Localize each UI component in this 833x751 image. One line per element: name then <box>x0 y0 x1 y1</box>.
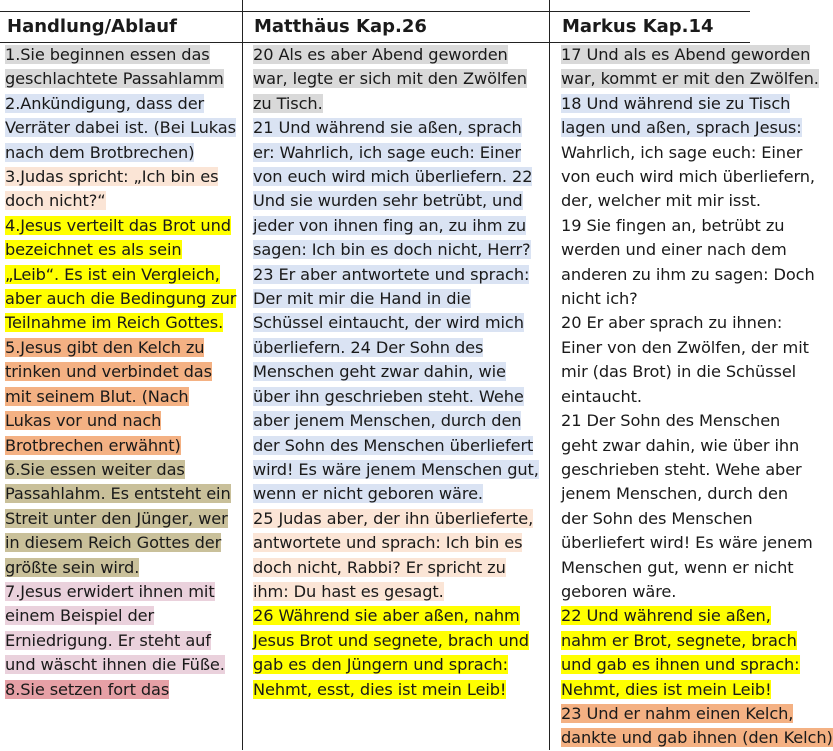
markus-line-text: dankte und gab ihnen (den Kelch) <box>561 728 833 748</box>
markus-line <box>561 726 833 750</box>
markus-line-text: Nehmt, dies ist mein Leib! <box>561 679 772 699</box>
header-matthaeus: Matthäus Kap.26 <box>254 16 427 37</box>
markus-line-text: 20 Er aber sprach zu ihnen: <box>561 313 783 333</box>
matthaeus-entry <box>253 116 545 507</box>
markus-line <box>561 409 781 433</box>
markus-line <box>561 336 809 360</box>
markus-line-text: jenem Menschen, durch den <box>561 484 789 504</box>
handlung-entry <box>5 458 238 580</box>
markus-line-text: Einer von den Zwölfen, der mit <box>561 337 809 357</box>
markus-line <box>561 604 771 628</box>
markus-line <box>561 360 797 384</box>
markus-line-text: nahm er Brot, segnete, brach <box>561 630 797 650</box>
markus-line-text: 23 Und er nahm einen Kelch, <box>561 703 794 723</box>
matthaeus-entry <box>253 507 545 605</box>
matthaeus-entry <box>253 604 545 702</box>
header-markus: Markus Kap.14 <box>562 16 714 37</box>
markus-line-text: und gab es ihnen und sprach: <box>561 655 800 675</box>
markus-line <box>561 458 802 482</box>
markus-line <box>561 702 794 726</box>
markus-line <box>561 580 750 604</box>
matthaeus-entry-text: 25 Judas aber, der ihn überlieferte, antwortete und sprach: Ich bin es doch nicht, Rabbi? Er spricht zu ihm: Du hast es gesagt. <box>253 508 534 601</box>
header-handlung: Handlung/Ablauf <box>7 16 177 37</box>
markus-line <box>561 311 783 335</box>
markus-line <box>561 238 787 262</box>
markus-line <box>561 116 802 140</box>
markus-line-text: 17 Und als es Abend geworden <box>561 45 811 64</box>
handlung-entry <box>5 92 238 165</box>
markus-line-text: geboren wäre. <box>561 581 677 601</box>
markus-line-text: mir (das Brot) in die Schüssel <box>561 362 797 382</box>
markus-line <box>561 92 791 116</box>
markus-line-text: überliefert wird! Es wäre jenem <box>561 533 813 553</box>
markus-line-text: 18 Und während sie zu Tisch <box>561 93 791 113</box>
matthaeus-entry-text: 20 Als es aber Abend geworden war, legte er sich mit den Zwölfen zu Tisch. <box>253 45 527 113</box>
markus-line <box>561 385 750 409</box>
markus-line-text: von euch wird mich überliefern, <box>561 167 815 187</box>
markus-line-text: geschrieben steht. Wehe aber <box>561 459 802 479</box>
markus-line-text: eintaucht. <box>561 386 642 406</box>
markus-line-text: Wahrlich, ich sage euch: Einer <box>561 142 803 162</box>
markus-line-text: 19 Sie fingen an, betrübt zu <box>561 215 785 235</box>
markus-line-text: anderen zu ihm zu sagen: Doch <box>561 264 815 284</box>
column-handlung <box>5 43 238 702</box>
matthaeus-entry <box>253 43 545 116</box>
matthaeus-entry-text: 21 Und während sie aßen, sprach er: Wahrlich, ich sage euch: Einer von euch wird mich überliefern. 22 Und sie wurden sehr betrübt, und jeder von ihnen fing an, zu ihm zu sagen: Ich bin es doch nicht, Herr? 23 Er aber antwortete und sprach: Der mit mir die Hand in die Schüssel eintaucht, der wird mich überliefern. 24 Der Sohn des Menschen geht zwar dahin, wie über ihn geschrieben steht. Wehe aber jenem Menschen, durch den der Sohn des Menschen überliefert wird! Es wäre jenem Menschen gut, wenn er nicht geboren wäre. <box>253 118 539 504</box>
handlung-entry-text: 7.Jesus erwidert ihnen mit einem Beispiel der Erniedrigung. Er steht auf und wäscht ihnen die Füße. <box>5 581 225 675</box>
handlung-entry <box>5 165 238 214</box>
markus-line <box>561 531 813 555</box>
markus-line-text: war, kommt er mit den Zwölfen. <box>561 69 819 89</box>
markus-line <box>561 653 800 677</box>
handlung-entry <box>5 214 238 336</box>
markus-line-text: Menschen gut, wenn er nicht <box>561 557 794 577</box>
handlung-entry-text: 6.Sie essen weiter das Passahlahm. Es entsteht ein Streit unter den Jünger, wer in diesem Reich Gottes der größte sein wird. <box>5 459 231 577</box>
markus-line-text: 21 Der Sohn des Menschen <box>561 411 781 431</box>
column-markus <box>561 43 833 751</box>
markus-line <box>561 67 819 91</box>
column-divider-1 <box>242 0 243 750</box>
handlung-entry-text: 5.Jesus gibt den Kelch zu trinken und verbindet das mit seinem Blut. (Nach Lukas vor und nach Brotbrechen erwähnt) <box>5 337 212 455</box>
column-matthaeus <box>253 43 545 702</box>
markus-line-text: werden und einer nach dem <box>561 240 787 260</box>
markus-line-text: 22 Und während sie aßen, <box>561 606 771 626</box>
markus-line <box>561 482 789 506</box>
markus-line-text: nicht ich? <box>561 289 638 309</box>
markus-line <box>561 43 811 67</box>
markus-line <box>561 434 800 458</box>
markus-line <box>561 507 753 531</box>
matthaeus-entry-text: 26 Während sie aber aßen, nahm Jesus Brot und segnete, brach und gab es den Jüngern und sprach: Nehmt, esst, dies ist mein Leib! <box>253 606 529 699</box>
markus-line-text: geht zwar dahin, wie über ihn <box>561 435 800 455</box>
markus-line <box>561 189 761 213</box>
handlung-entry-text: 3.Judas spricht: „Ich bin es doch nicht?“ <box>5 167 219 211</box>
handlung-entry-text: 1.Sie beginnen essen das geschlachtete Passahlamm <box>5 45 224 89</box>
markus-line <box>561 556 794 580</box>
markus-line <box>561 287 750 311</box>
markus-line <box>561 678 772 702</box>
handlung-entry <box>5 580 238 678</box>
handlung-entry-text: 2.Ankündigung, dass der Verräter dabei ist. (Bei Lukas nach dem Brotbrechen) <box>5 93 236 162</box>
markus-line <box>561 629 797 653</box>
handlung-entry <box>5 43 238 92</box>
markus-line-text: der Sohn des Menschen <box>561 508 753 528</box>
handlung-entry-text: 8.Sie setzen fort das <box>5 679 170 699</box>
markus-line-text: der, welcher mit mir isst. <box>561 191 761 211</box>
column-divider-2 <box>549 0 550 750</box>
handlung-entry <box>5 336 238 458</box>
markus-line-text: lagen und aßen, sprach Jesus: <box>561 118 802 138</box>
markus-line <box>561 263 815 287</box>
markus-line <box>561 214 785 238</box>
handlung-entry-text: 4.Jesus verteilt das Brot und bezeichnet es als sein „Leib“. Es ist ein Vergleich, aber auch die Bedingung zur Teilnahme im Reich Gottes. <box>5 215 237 333</box>
markus-line <box>561 165 815 189</box>
table-top-border <box>0 11 750 12</box>
handlung-entry <box>5 678 238 702</box>
markus-line <box>561 141 803 165</box>
